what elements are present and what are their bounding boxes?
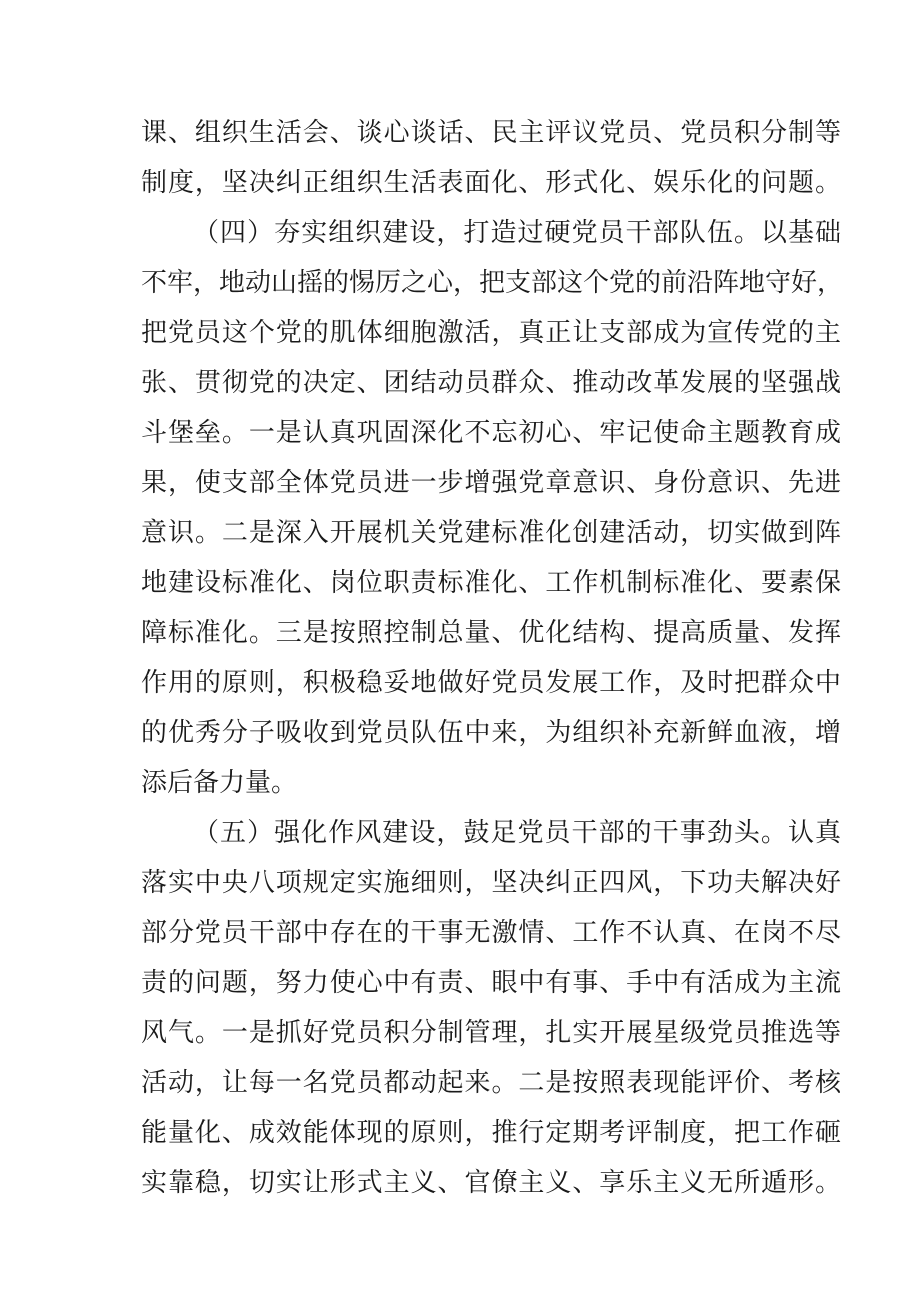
text-line-22: 实靠稳，切实让形式主义、官僚主义、享乐主义无所遁形。 <box>141 1168 841 1198</box>
text-line-5: 把党员这个党的肌体细胞激活，真正让支部成为宣传党的主 <box>141 318 841 348</box>
text-line-4: 不牢，地动山摇的惕厉之心，把支部这个党的前沿阵地守好， <box>141 268 844 298</box>
text-line-2: 制度，坚决纠正组织生活表面化、形式化、娱乐化的问题。 <box>141 168 841 198</box>
text-line-21: 能量化、成效能体现的原则，推行定期考评制度，把工作砸 <box>141 1118 841 1148</box>
section-four-heading-line: （四）夯实组织建设，打造过硬党员干部队伍。以基础 <box>193 218 841 248</box>
text-line-19: 风气。一是抓好党员积分制管理，扎实开展星级党员推选等 <box>141 1018 841 1048</box>
text-line-10: 地建设标准化、岗位职责标准化、工作机制标准化、要素保 <box>141 568 841 598</box>
text-line-11: 障标准化。三是按照控制总量、优化结构、提高质量、发挥 <box>141 618 841 648</box>
text-line-20: 活动，让每一名党员都动起来。二是按照表现能评价、考核 <box>141 1068 841 1098</box>
text-line-14: 添后备力量。 <box>141 768 298 798</box>
text-line-16: 落实中央八项规定实施细则，坚决纠正四风，下功夫解决好 <box>141 868 841 898</box>
text-line-9: 意识。二是深入开展机关党建标准化创建活动，切实做到阵 <box>141 518 841 548</box>
text-line-6: 张、贯彻党的决定、团结动员群众、推动改革发展的坚强战 <box>141 368 841 398</box>
text-line-17: 部分党员干部中存在的干事无激情、工作不认真、在岗不尽 <box>141 918 841 948</box>
text-line-1: 课、组织生活会、谈心谈话、民主评议党员、党员积分制等 <box>141 118 841 148</box>
text-line-13: 的优秀分子吸收到党员队伍中来，为组织补充新鲜血液，增 <box>141 718 841 748</box>
section-five-heading-line: （五）强化作风建设，鼓足党员干部的干事劲头。认真 <box>193 818 841 848</box>
text-line-8: 果，使支部全体党员进一步增强党章意识、身份意识、先进 <box>141 468 841 498</box>
text-line-12: 作用的原则，积极稳妥地做好党员发展工作，及时把群众中 <box>141 668 841 698</box>
text-line-18: 责的问题，努力使心中有责、眼中有事、手中有活成为主流 <box>141 968 841 998</box>
text-line-7: 斗堡垒。一是认真巩固深化不忘初心、牢记使命主题教育成 <box>141 418 841 448</box>
